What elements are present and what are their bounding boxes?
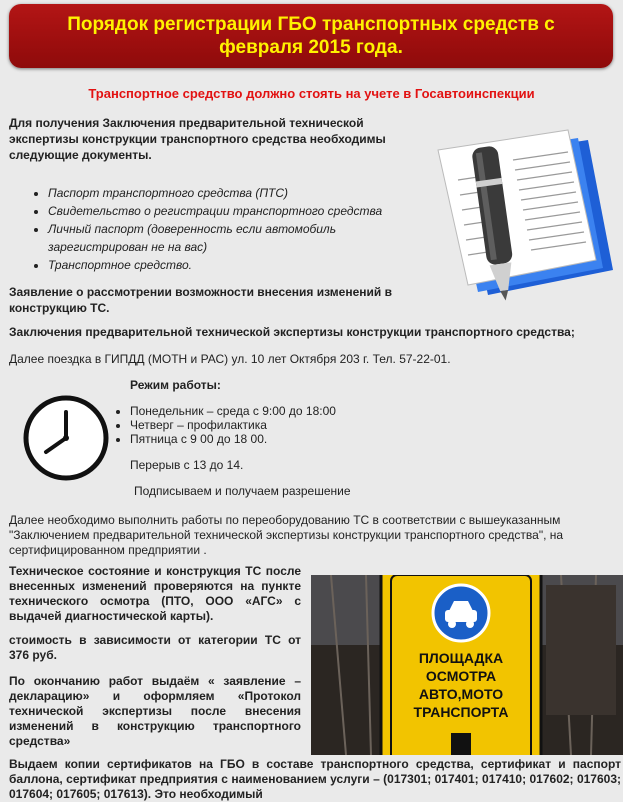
tech-state-text: Техническое состояние и конструкция ТС после внесенных изменений проверяются на пункте технического осмотра (ПТО, ООО «АГС» с выдачей диагностической карты). xyxy=(9,564,301,623)
list-item: • Транспортное средство. xyxy=(48,256,428,274)
schedule-list xyxy=(114,404,336,446)
intro-text: Для получения Заключения предварительной технической экспертизы конструкции транспортного средства необходимы следующие документы. xyxy=(9,116,386,162)
document-pen-icon xyxy=(418,120,618,305)
header-banner xyxy=(9,4,613,68)
photo-sign-line3: АВТО,МОТО xyxy=(418,686,504,702)
subtitle: Транспортное средство должно стоять на учете в Госавтоинспекции xyxy=(88,86,535,101)
conclusion-text: Заключения предварительной технической экспертизы конструкции транспортного средства; xyxy=(9,325,575,339)
page-title xyxy=(67,13,555,59)
list-item: • Свидетельство о регистрации транспортного средства xyxy=(48,202,428,220)
photo-sign-line1: ПЛОЩАДКА xyxy=(418,650,504,666)
clock-icon xyxy=(20,392,112,484)
page-title-line2: февраля 2015 года. xyxy=(219,37,403,58)
documents-list xyxy=(30,184,428,274)
certificates-text: Выдаем копии сертификатов на ГБО в составе транспортного средства, сертификат и паспорт баллона, сертификат предприятия с наименованием услуги – (017301; 017401; 017410; 017602; 017603; 017604; 017605; 017613). Это необходимый xyxy=(9,757,621,801)
finish-text: По окончанию работ выдаём « заявление – декларацию» и оформляем «Протокол технической экспертизы после внесения изменений в конструкцию транспортного средства» xyxy=(9,674,301,748)
list-item: • Пятница с 9 00 до 18 00. xyxy=(130,432,336,446)
rework-text: Далее необходимо выполнить работы по переоборудованию ТС в соответствии с вышеуказанным "Заключением предварительной технической экспертизы конструкции транспортного средства", на сертифицированном предприятии . xyxy=(9,513,564,557)
list-item: • Паспорт транспортного средства (ПТС) xyxy=(48,184,428,202)
inspection-sign-photo xyxy=(311,575,623,755)
schedule-title: Режим работы: xyxy=(130,378,221,392)
list-item: • Понедельник – среда с 9:00 до 18:00 xyxy=(130,404,336,418)
photo-sign-line2: ОСМОТРА xyxy=(425,668,497,684)
list-item: • Личный паспорт (доверенность если автомобиль зарегистрирован не на вас) xyxy=(48,220,428,256)
sign-text: Подписываем и получаем разрешение xyxy=(134,484,351,498)
break-text: Перерыв с 13 до 14. xyxy=(130,458,244,472)
photo-sign-line4: ТРАНСПОРТА xyxy=(413,704,509,720)
statement-text: Заявление о рассмотрении возможности внесения изменений в конструкцию ТС. xyxy=(9,285,392,315)
page-title-line1: Порядок регистрации ГБО транспортных средств с xyxy=(67,14,555,35)
cost-text: стоимость в зависимости от категории ТС от 376 руб. xyxy=(9,633,301,662)
list-item: • Четверг – профилактика xyxy=(130,418,336,432)
trip-text: Далее поездка в ГИПДД (МОТН и РАС) ул. 10 лет Октября 203 г. Тел. 57-22-01. xyxy=(9,352,451,366)
